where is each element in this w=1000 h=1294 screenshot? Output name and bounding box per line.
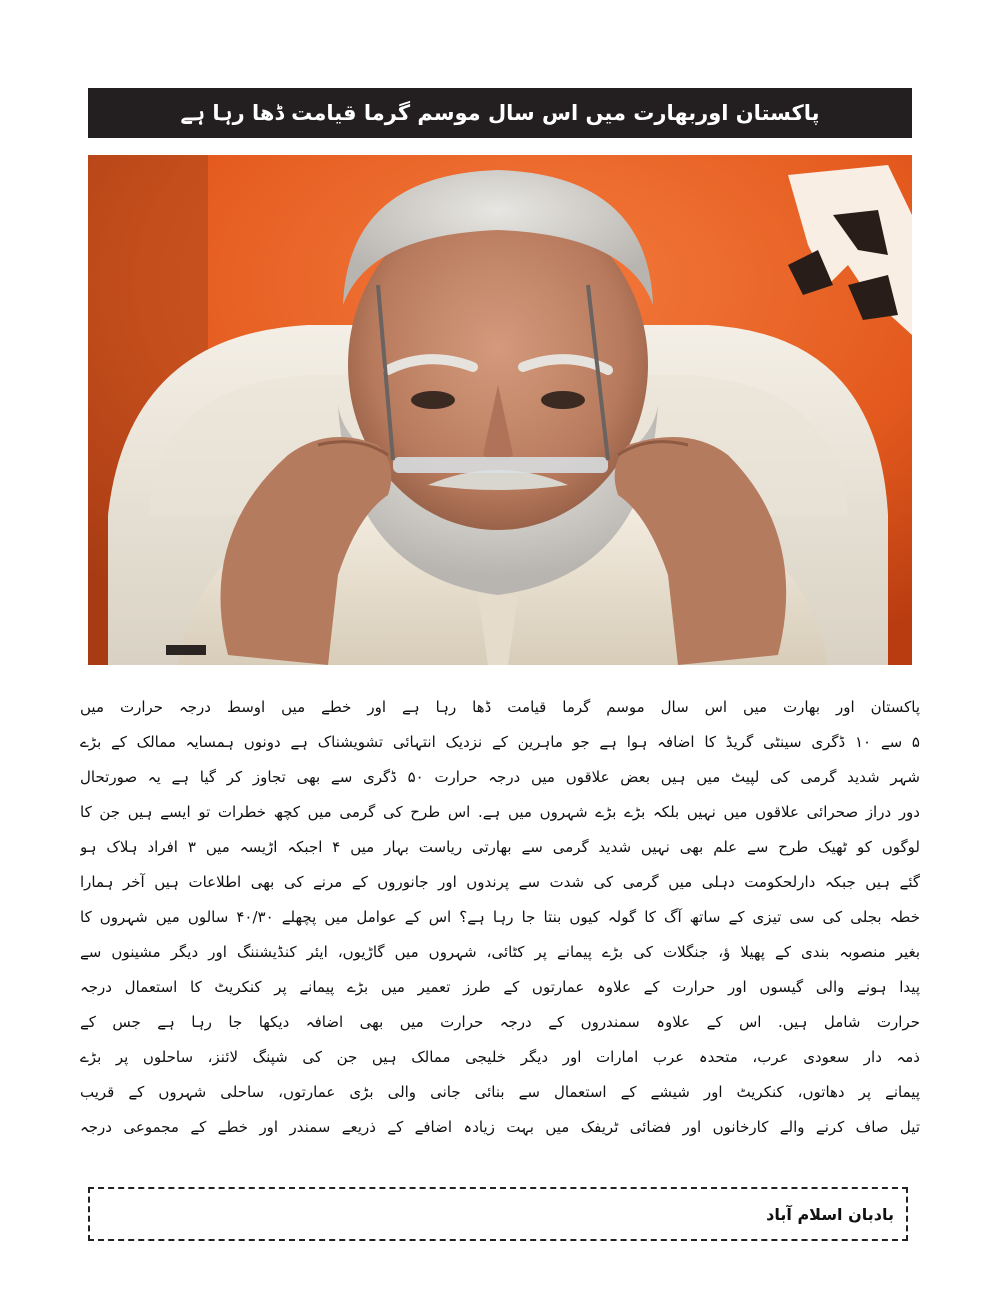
article-line: ذمہ دار سعودی عرب، متحدہ عرب امارات اور دیگر خلیجی ممالک ہیں جن کی شپنگ لائنز، ساحلوں پر بڑے bbox=[80, 1048, 920, 1066]
article-line: لوگوں کو ٹھیک طرح سے علم بھی نہیں شدید گرمی سے بھارتی ریاست بہار میں ۴ اجبکہ اڑیسہ میں ۳ افراد ہلاک ہو bbox=[80, 838, 920, 856]
article-line: تیل صاف کرنے والے کارخانوں اور فضائی ٹریفک میں بہت زیادہ اضافے کے ذریعے سمندر اور خطے کے مجموعی درجہ bbox=[80, 1118, 920, 1136]
article-body bbox=[80, 690, 920, 1145]
article-line: حرارت شامل ہیں. اس کے علاوہ سمندروں کے درجہ حرارت میں بھی اضافہ دیکھا جا رہا ہے جس کے bbox=[80, 1013, 920, 1031]
source-box bbox=[88, 1187, 908, 1241]
article-line: پیدا ہونے والی گیسوں اور حرارت کے علاوہ عمارتوں کے طرز تعمیر میں بڑے پیمانے پر کنکریٹ کا استعمال درجہ bbox=[80, 978, 920, 996]
article-title: پاکستان اوربھارت میں اس سال موسم گرما قیامت ڈھا رہا ہے bbox=[180, 101, 820, 125]
article-line: دور دراز صحرائی علاقوں میں نہیں بلکہ بڑے بڑے شہروں میں ہے. اس طرح کی گرمی میں کچھ خطرات تو ایسے ہیں جن کا bbox=[80, 803, 920, 821]
article-title-bar bbox=[88, 88, 912, 138]
article-photo bbox=[88, 155, 912, 665]
article-line: پاکستان اور بھارت میں اس سال موسم گرما قیامت ڈھا رہا ہے اور خطے میں اوسط درجہ حرارت میں bbox=[80, 698, 920, 716]
article-line: پیمانے پر دھاتوں، کنکریٹ اور شیشے کے استعمال سے بنائی جانی والی بڑی عمارتوں، ساحلی شہروں کے قریب bbox=[80, 1083, 920, 1101]
article-line: شہر شدید گرمی کی لپیٹ میں ہیں بعض علاقوں میں درجہ حرارت ۵۰ ڈگری سے بھی تجاوز کر گیا ہے یہ صورتحال bbox=[80, 768, 920, 786]
article-line: بغیر منصوبہ بندی کے پھیلا ؤ، جنگلات کی بڑے پیمانے پر کٹائی، شہروں میں گاڑیوں، ایئر کنڈیشننگ اور دیگر مشینوں سے bbox=[80, 943, 920, 961]
source-credit: بادبان اسلام آباد bbox=[766, 1204, 894, 1224]
article-line: ۵ سے ۱۰ ڈگری سینٹی گریڈ کا اضافہ ہوا ہے جو ماہرین کے نزدیک انتہائی تشویشناک ہے دونوں ہمسایہ ممالک کے بڑے bbox=[80, 733, 920, 751]
article-line: خطہ بجلی کی سی تیزی کے ساتھ آگ کا گولہ کیوں بنتا جا رہا ہے؟ اس کے عوامل میں پچھلے ۴۰/۳۰ سالوں میں شہروں کا bbox=[80, 908, 920, 926]
article-line: گئے ہیں جبکہ دارلحکومت دہلی میں گرمی کی شدت سے پرندوں اور جانوروں کے مرنے کی بھی اطلاعات ہیں آخر ہمارا bbox=[80, 873, 920, 891]
